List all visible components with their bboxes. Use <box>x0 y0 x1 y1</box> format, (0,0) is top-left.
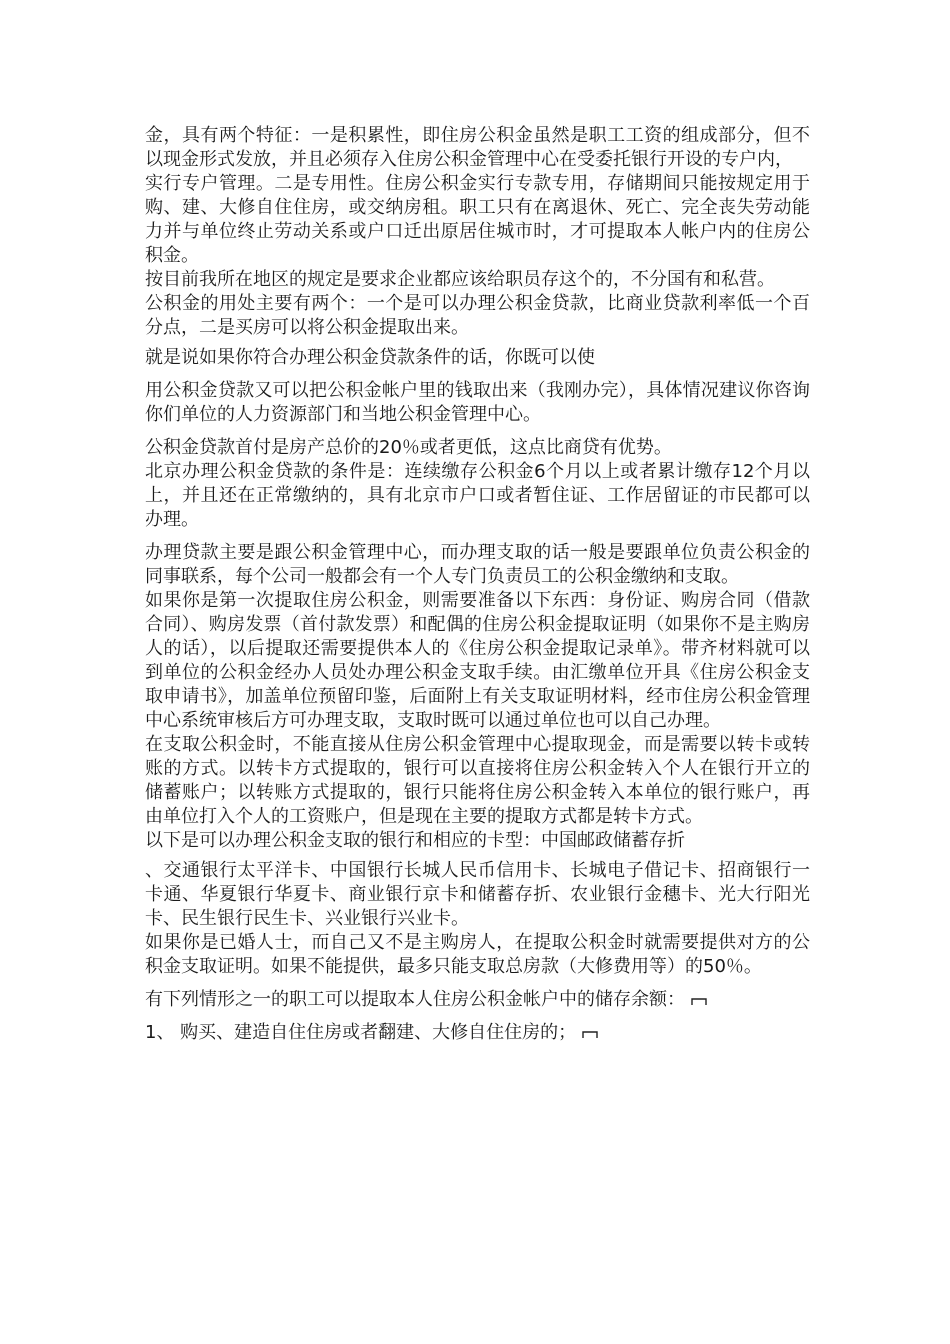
paragraph-12: 以下是可以办理公积金支取的银行和相应的卡型：中国邮政储蓄存折 <box>145 830 685 851</box>
paragraph-1: 金，具有两个特征：一是积累性，即住房公积金虽然是职工工资的组成部分，但不以现金形式发放，并且必须存入住房公积金管理中心在受委托银行开设的专户内， <box>145 125 810 170</box>
paragraph-6: 用公积金贷款又可以把公积金帐户里的钱取出来（我刚办完），具体情况建议你咨询你们单位的人力资源部门和当地公积金管理中心。 <box>145 380 810 425</box>
paragraph-mark-icon <box>691 994 707 1006</box>
paragraph-14: 如果你是已婚人士，而自己又不是主购房人，在提取公积金时就需要提供对方的公积金支取证明。如果不能提供，最多只能支取总房款（大修费用等）的50％。 <box>145 932 810 977</box>
paragraph-4: 公积金的用处主要有两个：一个是可以办理公积金贷款，比商业贷款利率低一个百分点，二是买房可以将公积金提取出来。 <box>145 293 810 338</box>
paragraph-mark-icon <box>582 1027 598 1039</box>
paragraph-10: 如果你是第一次提取住房公积金，则需要准备以下东西：身份证、购房合同（借款合同）、购房发票（首付款发票）和配偶的住房公积金提取证明（如果你不是主购房人的话），以后提取还需要提供本人的《住房公积金提取记录单》。带齐材料就可以到单位的公积金经办人员处办理公积金支取手续。由汇缴单位开具《住房公积金支取申请书》，加盖单位预留印鉴，后面附上有关支取证明材料，经市住房公积金管理中心系统审核后方可办理支取，支取时既可以通过单位也可以自己办理。 <box>145 590 810 731</box>
paragraph-16-text: 1、 购买、建造自住住房或者翻建、大修自住住房的； <box>145 1022 577 1043</box>
paragraph-15-text: 有下列情形之一的职工可以提取本人住房公积金帐户中的储存余额： <box>145 989 685 1010</box>
paragraph-9: 办理贷款主要是跟公积金管理中心，而办理支取的话一般是要跟单位负责公积金的同事联系，每个公司一般都会有一个人专门负责员工的公积金缴纳和支取。 <box>145 542 810 587</box>
paragraph-5: 就是说如果你符合办理公积金贷款条件的话，你既可以使 <box>145 347 595 368</box>
paragraph-15 <box>145 988 810 1012</box>
paragraph-8: 北京办理公积金贷款的条件是：连续缴存公积金6个月以上或者累计缴存12个月以上，并且还在正常缴纳的，具有北京市户口或者暂住证、工作居留证的市民都可以办理。 <box>145 461 810 530</box>
paragraph-13: 、交通银行太平洋卡、中国银行长城人民币信用卡、长城电子借记卡、招商银行一卡通、华夏银行华夏卡、商业银行京卡和储蓄存折、农业银行金穗卡、光大行阳光卡、民生银行民生卡、兴业银行兴业卡。 <box>145 860 810 929</box>
document-body <box>145 124 810 1045</box>
paragraph-2: 实行专户管理。二是专用性。住房公积金实行专款专用，存储期间只能按规定用于购、建、大修自住住房，或交纳房租。职工只有在离退休、死亡、完全丧失劳动能力并与单位终止劳动关系或户口迁出原居住城市时，才可提取本人帐户内的住房公积金。 <box>145 173 810 266</box>
paragraph-11: 在支取公积金时，不能直接从住房公积金管理中心提取现金，而是需要以转卡或转账的方式。以转卡方式提取的，银行可以直接将住房公积金转入个人在银行开立的储蓄账户；以转账方式提取的，银行只能将住房公积金转入本单位的银行账户，再由单位打入个人的工资账户，但是现在主要的提取方式都是转卡方式。 <box>145 734 810 827</box>
paragraph-7: 公积金贷款首付是房产总价的20％或者更低，这点比商贷有优势。 <box>145 437 672 458</box>
paragraph-16 <box>145 1021 810 1045</box>
paragraph-3: 按目前我所在地区的规定是要求企业都应该给职员存这个的，不分国有和私营。 <box>145 269 775 290</box>
